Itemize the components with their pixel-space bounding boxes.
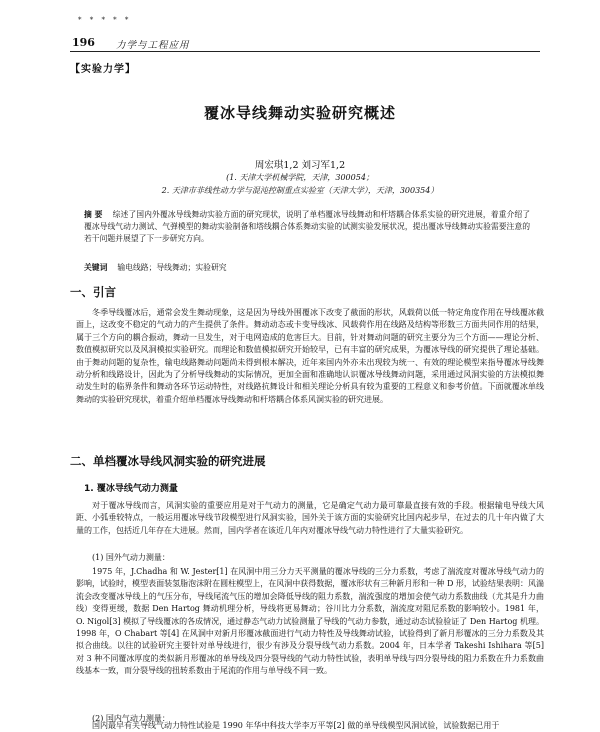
section-heading-2: 二、单档覆冰导线风洞实验的研究进展: [70, 454, 266, 468]
section-tag: 【实验力学】: [70, 64, 136, 75]
item-paragraph-foreign: 1975 年，J.Chadha 和 W. Jester[1] 在风洞中用三分力天平测量的覆冰导线的三分力系数，考虑了湍流度对覆冰导线气动力的影响，试验时，模型表面装氢脂泡沫附在圆柱模型上，在风洞中获得数据，覆冰形状有三种新月形和一种 D 形，试验结果表明：风湍流会改变覆冰导线上的气压分布，导线尾流气压的增加会降低导线的阻力系数，湍流强度的增加会使气动力系数曲线（尤其是升力曲线）变得更缓，数据 Den Hartog 舞动机理分析，导线将更易舞动；谷川比力分系数，湍流度对阻尼系数的影响较小。1981 年，O. Nigol[3] 模拟了导线覆冰的各成情况，通过静态气动力试验测量了导线的气动力参数，通过动态试验验证了 Den Hartog 机理。1998 年，O Chabart 等[4] 在风洞中对新月形覆冰截面进行气动力特性及导线舞动试验，试验得到了新月形覆冰的三分力系数及其拟合曲线。以往的试验研究主要针对单导线进行，很少有涉及分裂导线气动力系数。2004 年，日本学者 Takeshi Ishihara 等[5] 对 3 种不同覆冰厚度的类似新月形覆冰的单导线及四分裂导线的气动力特性试验，表明单导线与四分裂导线的阻力系数在升力系数曲线基本一致，而分裂导线的扭转系数由于尾流的作用与单导线不同一致。: [76, 567, 544, 676]
header-ornament: * * * * *: [78, 16, 132, 24]
abstract-label: 摘 要: [84, 210, 103, 219]
item-paragraph-domestic: 国内最早有关导线气动力特性试验是 1990 年华中科技大学李万平等[2] 做的单导线模型风洞试验，试验数据已用于: [92, 721, 500, 730]
abstract: [84, 209, 530, 245]
keywords-text: 输电线路；导线舞动；实验研究: [117, 263, 227, 272]
item-heading-domestic: (2) 国内气动力测量：: [92, 714, 170, 723]
subsection-heading-2-1: 1. 覆冰导线气动力测量: [84, 484, 178, 494]
keywords-label: 关键词: [84, 263, 108, 272]
authors: 周宏琪1,2 刘习军1,2: [254, 160, 346, 171]
journal-name: 力学与工程应用: [116, 40, 190, 51]
intro-paragraph: 冬季导线覆冰后，通常会发生舞动现象，这是因为导线外围覆冰下改变了截面的形状，风载荷以低一特定角度作用在导线覆冰截面上，这改变不稳定的气动力的产生提供了条件。舞动动态或卡变导线冰、风载荷作用在线路及结构等形数三方面共同作用的结果，属于三个方向的耦合振动，舞动一旦发生，对于电网造成的危害巨大。目前，针对舞动问题的研究主要分为三个方面——理论分析、数值模拟研究以及风洞模拟实验研究。而理论和数值模拟研究开始较早，已有丰富的研究成果，为覆冰导线的研究提供了理论基础。由于舞动问题的复杂性，输电线路舞动问题尚未得到根本解决，近年来国内外亦未出现较为统一、有效的理论模型来指导覆冰导线舞动分析和线路设计，因此为了分析导线舞动的实际情况，更加全面和准确地认识覆冰导线舞动问题，采用通过风洞实验的方法模拟舞动发生时的临界条件和舞动各环节运动特性，对线路抗舞设计和相关理论分析具有较为重要的工程意义和参考价值。下面就覆冰单线舞动的实验研究现状，着重介绍单档覆冰导线舞动和杆塔耦合体系风洞实验的研究进展。: [76, 308, 544, 404]
section-heading-intro: 一、引言: [70, 285, 116, 299]
paper-title: 覆冰导线舞动实验研究概述: [203, 104, 396, 122]
subsection-2-1-paragraph: 对于覆冰导线而言，风洞实验的重要应用是对于气动力的测量，它是确定气动力最可靠最直接有效的手段。根据输电导线大风距、小弧垂较特点，一般运用覆冰导线节段模型进行风洞实验，国外关于该方面的实验研究比国内起步早，在过去的几十年内做了大量的工作，包括近几年存在大进展。然而，国内学者在该近几年内对覆冰导线气动力特性进行了大量实验研究。: [76, 501, 544, 535]
keywords: [84, 262, 530, 273]
affiliation-2: 2. 天津市非线性动力学与混沌控制重点实验室（天津大学），天津，300354）: [161, 186, 439, 195]
affiliation-1: (1. 天津大学机械学院，天津，300054；: [226, 173, 374, 182]
item-heading-foreign: (1) 国外气动力测量：: [92, 553, 170, 562]
abstract-text: 综述了国内外覆冰导线舞动实验方面的研究现状，说明了单档覆冰导线舞动和杆塔耦合体系实验的研究进展，着重介绍了覆冰导线气动力测试、气弹模型的舞动实验制备和塔线耦合体系舞动实验的试测实验发展状况，提出覆冰导线舞动实验需要注意的若干问题并展望了下一步研究方向。: [84, 210, 531, 243]
page-number: 196: [72, 36, 95, 49]
header-rule: [70, 51, 540, 52]
